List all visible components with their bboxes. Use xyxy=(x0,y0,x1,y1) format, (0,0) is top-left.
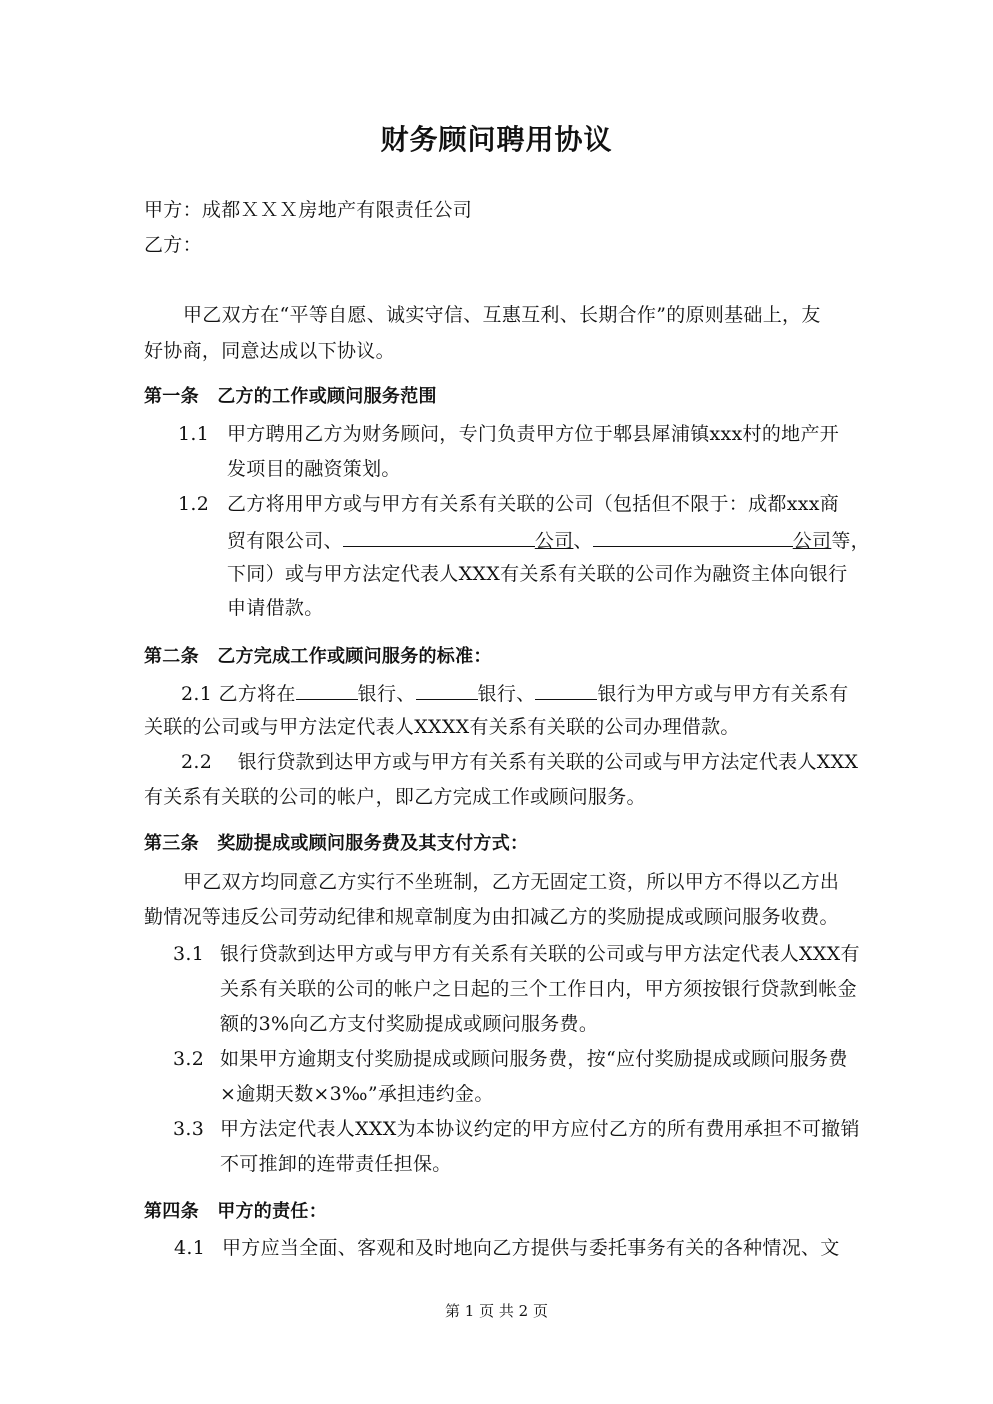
clause-1-2-text-c: 、 xyxy=(573,530,593,552)
clause-3-3-line-1: 甲方法定代表人XXX为本协议约定的甲方应付乙方的所有费用承担不可撤销 xyxy=(220,1118,860,1140)
party-a: 甲方：成都ＸＸＸ房地产有限责任公司 xyxy=(144,199,473,221)
clause-1-1-line-1: 甲方聘用乙方为财务顾问，专门负责甲方位于郫县犀浦镇xxx村的地产开 xyxy=(227,423,840,445)
fill-blank[interactable] xyxy=(296,681,358,700)
clause-1-2-text-d: 公司 xyxy=(792,530,832,552)
clause-2-2-line-2: 有关系有关联的公司的帐户，即乙方完成工作或顾问服务。 xyxy=(144,786,646,808)
fill-blank[interactable] xyxy=(343,528,535,547)
clause-1-2-number: 1.2 xyxy=(178,493,210,515)
clause-4-1-number: 4.1 xyxy=(174,1237,206,1259)
article-4-heading: 第四条 甲方的责任： xyxy=(144,1201,327,1222)
article-3-para-line-1: 甲乙双方均同意乙方实行不坐班制，乙方无固定工资，所以甲方不得以乙方出 xyxy=(183,871,840,893)
article-1-heading: 第一条 乙方的工作或顾问服务范围 xyxy=(144,386,437,407)
fill-blank[interactable] xyxy=(535,681,597,700)
clause-3-1-line-2: 关系有关联的公司的帐户之日起的三个工作日内，甲方须按银行贷款到帐金 xyxy=(220,978,857,1000)
clause-2-1-text-c: 银行、 xyxy=(477,683,536,705)
clause-4-1-line-1: 甲方应当全面、客观和及时地向乙方提供与委托事务有关的各种情况、文 xyxy=(222,1237,840,1259)
clause-2-2-line-1: 2.2 银行贷款到达甲方或与甲方有关系有关联的公司或与甲方法定代表人XXX xyxy=(181,751,859,773)
clause-1-2-line-4: 申请借款。 xyxy=(227,597,324,619)
clause-1-2-line-3: 下同）或与甲方法定代表人XXX有关系有关联的公司作为融资主体向银行 xyxy=(227,563,848,585)
clause-1-1-line-2: 发项目的融资策划。 xyxy=(227,458,401,480)
clause-3-2-line-2: ×逾期天数×3‰”承担违约金。 xyxy=(220,1083,494,1105)
clause-1-2-text-e: 等， xyxy=(831,530,870,552)
clause-2-1-text-a: 2.1 乙方将在 xyxy=(181,683,296,705)
clause-1-2-text-b: 公司 xyxy=(534,530,574,552)
document-title: 财务顾问聘用协议 xyxy=(380,123,613,156)
party-b: 乙方： xyxy=(144,234,202,256)
clause-3-3-line-2: 不可推卸的连带责任担保。 xyxy=(220,1153,452,1175)
intro-line-2: 好协商，同意达成以下协议。 xyxy=(144,340,395,362)
clause-3-1-number: 3.1 xyxy=(173,943,205,965)
article-3-heading: 第三条 奖励提成或顾问服务费及其支付方式： xyxy=(144,833,529,854)
article-3-para-line-2: 勤情况等违反公司劳动纪律和规章制度为由扣减乙方的奖励提成或顾问服务收费。 xyxy=(144,906,839,928)
clause-2-1-text-d: 银行为甲方或与甲方有关系有 xyxy=(597,683,849,705)
article-2-heading: 第二条 乙方完成工作或顾问服务的标准： xyxy=(144,646,492,667)
clause-2-1-line-1 xyxy=(181,681,848,705)
clause-1-2-line-1: 乙方将用甲方或与甲方有关系有关联的公司（包括但不限于：成都xxx商 xyxy=(227,493,840,515)
intro-line-1: 甲乙双方在“平等自愿、诚实守信、互惠互利、长期合作”的原则基础上，友 xyxy=(183,304,821,326)
clause-3-1-line-3: 额的3%向乙方支付奖励提成或顾问服务费。 xyxy=(220,1013,599,1035)
clause-2-1-text-b: 银行、 xyxy=(357,683,416,705)
clause-3-3-number: 3.3 xyxy=(173,1118,205,1140)
clause-3-1-line-1: 银行贷款到达甲方或与甲方有关系有关联的公司或与甲方法定代表人XXX有 xyxy=(220,943,860,965)
fill-blank[interactable] xyxy=(593,528,793,547)
page-footer: 第 1 页 共 2 页 xyxy=(445,1302,548,1320)
clause-3-2-number: 3.2 xyxy=(173,1048,205,1070)
clause-1-2-text-a: 贸有限公司、 xyxy=(227,530,343,552)
fill-blank[interactable] xyxy=(416,681,478,700)
clause-3-2-line-1: 如果甲方逾期支付奖励提成或顾问服务费，按“应付奖励提成或顾问服务费 xyxy=(220,1048,848,1070)
clause-1-1-number: 1.1 xyxy=(178,423,210,445)
clause-2-1-line-2: 关联的公司或与甲方法定代表人XXXX有关系有关联的公司办理借款。 xyxy=(144,716,740,738)
clause-1-2-line-2 xyxy=(227,528,870,552)
